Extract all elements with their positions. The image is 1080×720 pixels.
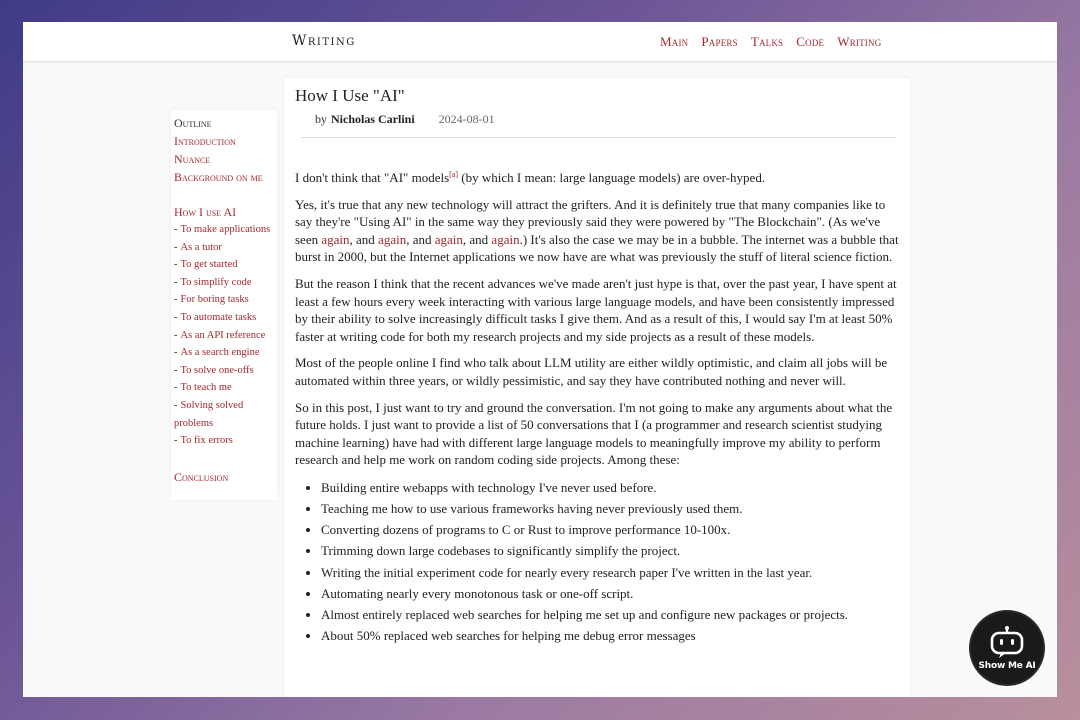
again-link-2[interactable]: again bbox=[378, 231, 407, 247]
again-link-3[interactable]: again bbox=[434, 231, 463, 247]
outline-sub-item[interactable] bbox=[174, 432, 277, 450]
p2-sep-1: , and bbox=[349, 231, 379, 247]
badge-label: Show Me AI bbox=[978, 661, 1036, 671]
outline-dash: - bbox=[174, 399, 178, 411]
list-item: • Writing the initial experiment code for nearly every research paper I've written in the last year. bbox=[321, 564, 900, 582]
paragraph-5: So in this post, I just want to try and ground the conversation. I'm not going to make any arguments about what the future holds. I just want to provide a list of 50 conversations that I (a programmer and research scientist studying machine learning) have had with different large language models to meaningfully improve my ability to perform research and help me work on random coding side projects. Among these: bbox=[295, 399, 893, 468]
outline-sub-label: To solve one-offs bbox=[180, 364, 254, 376]
article bbox=[284, 78, 910, 697]
show-me-ai-badge[interactable] bbox=[971, 612, 1043, 684]
outline-conclusion[interactable]: Conclusion bbox=[174, 469, 229, 484]
p2-sep-3: , and bbox=[462, 231, 492, 247]
outline-sub-item[interactable] bbox=[174, 362, 277, 380]
footnote-a-link[interactable]: [a] bbox=[449, 170, 459, 179]
top-nav-bar bbox=[23, 22, 1057, 62]
outline-sub-label: To teach me bbox=[180, 382, 232, 394]
outline-dash: - bbox=[174, 259, 178, 271]
outline-sub-label: To make applications bbox=[180, 224, 271, 235]
p1-text-a: I don't think that "AI" models bbox=[295, 170, 450, 185]
outline-sub-label: As an API reference bbox=[180, 329, 266, 341]
outline-sub-label: For boring tasks bbox=[180, 294, 249, 306]
p2-sep-2: , and bbox=[406, 231, 435, 247]
outline-sub-label: As a search engine bbox=[180, 347, 260, 359]
outline-sub-item[interactable] bbox=[174, 256, 277, 274]
paragraph-1 bbox=[295, 166, 900, 187]
outline-sidebar bbox=[171, 110, 277, 500]
outline-sub-label: To get started bbox=[180, 259, 238, 271]
list-item: • About 50% replaced web searches for helping me debug error messages bbox=[321, 627, 900, 645]
list-item: • Building entire webapps with technology I've never used before. bbox=[321, 479, 900, 497]
outline-dash: - bbox=[174, 311, 178, 323]
outline-sub-item[interactable] bbox=[174, 239, 277, 257]
nav-code[interactable]: Code bbox=[796, 34, 825, 49]
byline bbox=[315, 112, 900, 127]
paragraph-2 bbox=[295, 196, 900, 266]
outline-sub-item[interactable] bbox=[174, 397, 277, 432]
outline-dash: - bbox=[174, 435, 178, 447]
outline-sub-item[interactable] bbox=[174, 309, 277, 327]
outline-introduction[interactable]: Introduction bbox=[174, 134, 236, 148]
list-item: • Automating nearly every monotonous task or one-off script. bbox=[321, 585, 900, 603]
outline-dash: - bbox=[174, 241, 178, 253]
nav-writing[interactable]: Writing bbox=[837, 34, 882, 49]
article-body bbox=[295, 166, 900, 645]
outline-background[interactable]: Background on me bbox=[174, 170, 263, 184]
outline-sub-item[interactable] bbox=[174, 291, 277, 309]
list-item: • Teaching me how to use various frameworks having never previously used them. bbox=[321, 500, 900, 518]
robot-icon bbox=[987, 625, 1027, 659]
outline-sub-label: To fix errors bbox=[180, 435, 233, 447]
again-link-1[interactable]: again bbox=[321, 231, 350, 247]
list-item: • Almost entirely replaced web searches for helping me set up and configure new packages or projects. bbox=[321, 606, 900, 624]
outline-heading: Outline bbox=[174, 116, 212, 130]
author-name: Nicholas Carlini bbox=[331, 112, 415, 126]
outline-sub-list bbox=[174, 221, 277, 450]
again-link-4[interactable]: again bbox=[491, 231, 520, 247]
outline-sub-label: As a tutor bbox=[180, 241, 222, 253]
main-nav bbox=[660, 34, 881, 50]
outline-sub-label: To automate tasks bbox=[180, 311, 257, 323]
list-item: • Converting dozens of programs to C or Rust to improve performance 10-100x. bbox=[321, 521, 900, 539]
nav-main[interactable]: Main bbox=[660, 34, 689, 49]
outline-how-i-use-ai[interactable]: How I use AI bbox=[174, 205, 237, 219]
title-divider bbox=[301, 137, 896, 138]
outline-sub-label: Solving solved problems bbox=[174, 399, 244, 429]
browser-window bbox=[23, 22, 1057, 697]
site-title[interactable]: Writing bbox=[292, 33, 356, 49]
byline-by: by bbox=[315, 112, 327, 126]
p2-text-a: Yes, it's true that any new technology will attract the grifters. And it is definitely true that many companies like to say they're "Using AI" in the same way they previously said they were powered by "The Blockchain". (As we've seen bbox=[295, 196, 886, 247]
outline-sub-item[interactable] bbox=[174, 274, 277, 292]
p2-text-b: .) It's also the case we may be in a bubble. The internet was a bubble that burst in 2000, but the Internet applications we now have are what was previously the stuff of literal science fiction. bbox=[295, 231, 899, 265]
article-title: How I Use "AI" bbox=[295, 86, 405, 105]
outline-dash: - bbox=[174, 347, 178, 359]
outline-nuance[interactable]: Nuance bbox=[174, 152, 211, 166]
outline-sub-item[interactable] bbox=[174, 327, 277, 345]
use-cases-list bbox=[321, 479, 900, 645]
nav-papers[interactable]: Papers bbox=[701, 34, 738, 49]
outline-dash: - bbox=[174, 294, 178, 306]
p1-text-b: (by which I mean: large language models) are over-hyped. bbox=[458, 170, 766, 185]
outline-sub-item[interactable] bbox=[174, 379, 277, 397]
outline-sub-label: To simplify code bbox=[180, 276, 252, 288]
list-item: • Trimming down large codebases to significantly simplify the project. bbox=[321, 542, 900, 560]
paragraph-4: Most of the people online I find who talk about LLM utility are either wildly optimistic, and claim all jobs will be automated within three years, or wildly pessimistic, and say they have contributed nothing and never will. bbox=[295, 355, 888, 388]
outline-sub-item[interactable] bbox=[174, 221, 277, 239]
paragraph-3: But the reason I think that the recent advances we've made aren't just hype is that, over the past year, I have spent at least a few hours every week interacting with various large language models, and have been consistently impressed by their ability to solve increasingly difficult tasks I give them. And as a result of this, I would say I'm at least 50% faster at writing code for both my research projects and my side projects as a result of these models. bbox=[295, 275, 897, 344]
outline-dash: - bbox=[174, 276, 178, 288]
outline-dash: - bbox=[174, 382, 178, 394]
outline-sub-item[interactable] bbox=[174, 344, 277, 362]
nav-talks[interactable]: Talks bbox=[750, 34, 784, 49]
outline-dash: - bbox=[174, 224, 178, 235]
outline-dash: - bbox=[174, 364, 178, 376]
outline-dash: - bbox=[174, 329, 178, 341]
publish-date: 2024-08-01 bbox=[438, 112, 495, 126]
